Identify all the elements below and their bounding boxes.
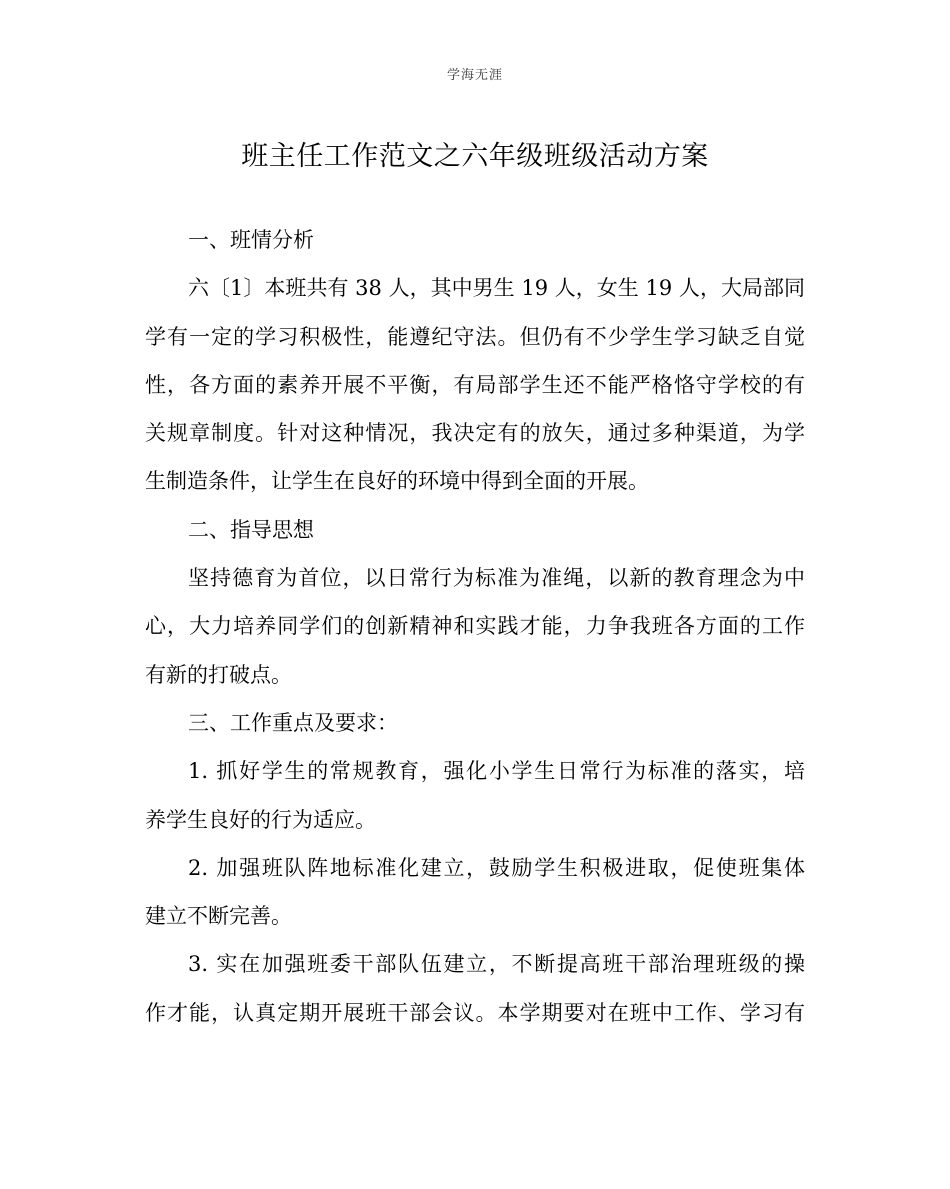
body-line: 3. 实在加强班委干部队伍建立，不断提高班干部治理班级的操: [188, 952, 805, 977]
body-line: 养学生良好的行为适应。: [145, 807, 376, 832]
body-line: 坚持德育为首位，以日常行为标准为准绳，以新的教育理念为中: [188, 566, 805, 591]
body-line: 二、指导思想: [188, 517, 314, 542]
body-line: 1. 抓好学生的常规教育，强化小学生日常行为标准的落实，培: [188, 759, 805, 784]
body-line: 建立不断完善。: [145, 904, 292, 929]
document-body: [145, 216, 805, 1037]
body-line: 有新的打破点。: [145, 662, 292, 687]
body-line: 一、班情分析: [188, 228, 314, 252]
body-line: 关规章制度。针对这种情况，我决定有的放矢，通过多种渠道，为学: [145, 421, 805, 446]
body-line: 2. 加强班队阵地标准化建立，鼓励学生积极进取，促使班集体: [188, 855, 805, 880]
page-header: 学海无涯: [446, 68, 503, 83]
body-line: 学有一定的学习积极性，能遵纪守法。但仍有不少学生学习缺乏自觉: [145, 324, 805, 349]
body-line: 生制造条件，让学生在良好的环境中得到全面的开展。: [145, 469, 649, 494]
body-line: 性，各方面的素养开展不平衡，有局部学生还不能严格恪守学校的有: [145, 372, 805, 397]
body-line: 心，大力培养同学们的创新精神和实践才能，力争我班各方面的工作: [145, 614, 805, 639]
body-line: 三、工作重点及要求：: [188, 710, 398, 735]
body-line: 作才能，认真定期开展班干部会议。本学期要对在班中工作、学习有: [145, 1000, 805, 1025]
document-title: 班主任工作范文之六年级班级活动方案: [241, 141, 709, 172]
body-line: 六〔1〕本班共有 38 人，其中男生 19 人，女生 19 人，大局部同: [188, 276, 805, 301]
